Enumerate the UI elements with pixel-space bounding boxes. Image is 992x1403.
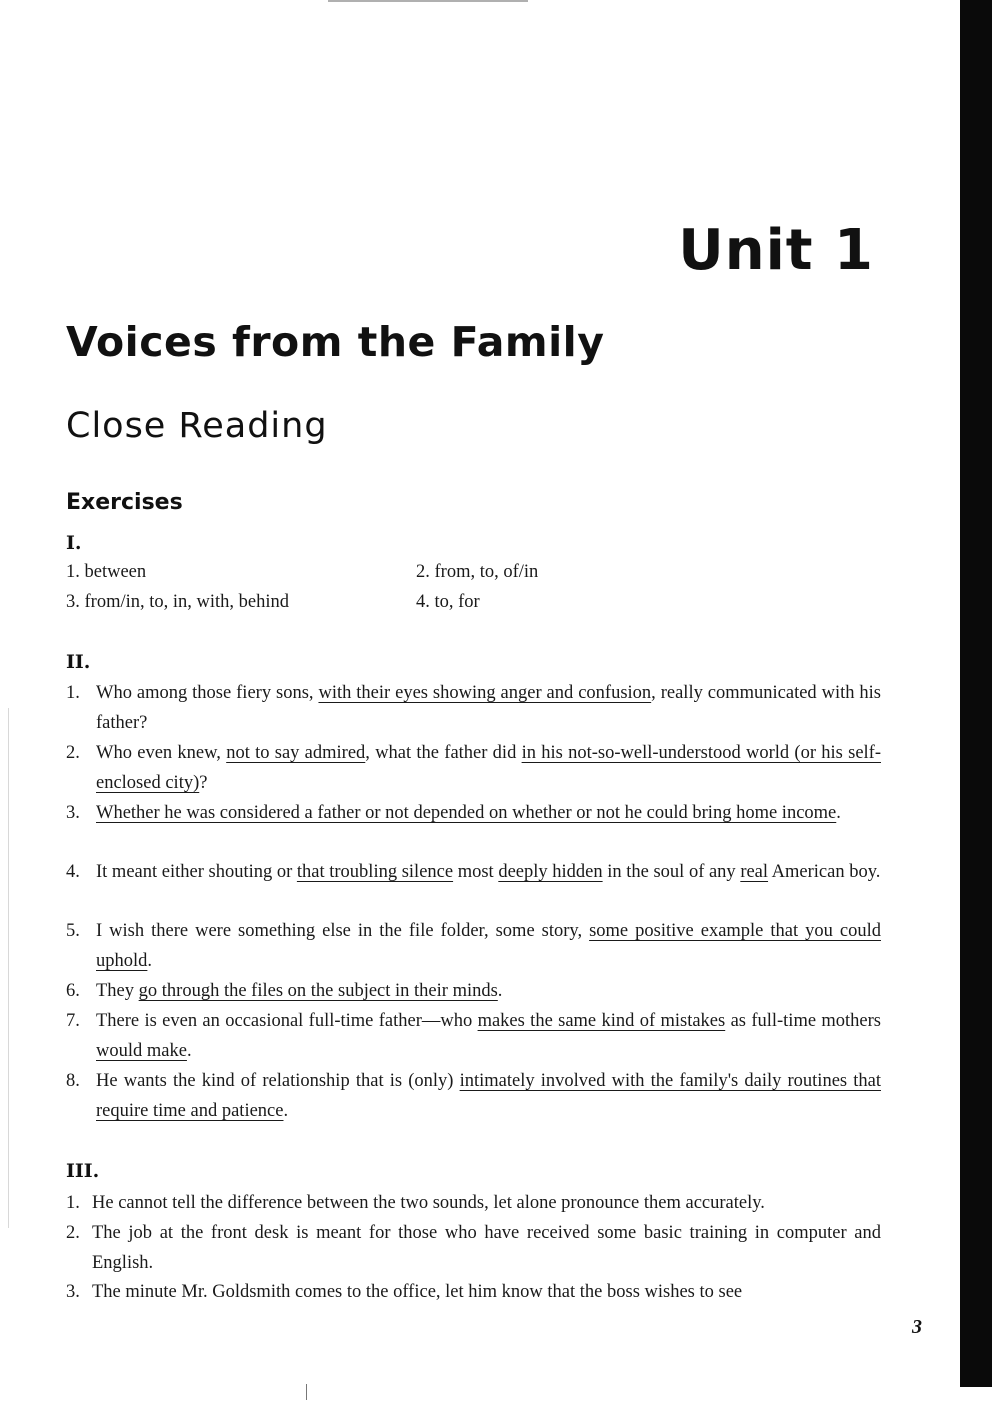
top-rule — [328, 0, 528, 2]
answer-i-2: 2. from, to, of/in — [416, 562, 539, 582]
item-number: 5. — [66, 921, 80, 941]
list-item — [66, 1006, 881, 1066]
item-number: 4. — [66, 862, 80, 882]
item-text: They go through the files on the subject in their minds. — [96, 981, 503, 1001]
list-item — [66, 976, 881, 1006]
item-text: He cannot tell the difference between the two sounds, let alone pronounce them accurately. — [92, 1193, 765, 1213]
item-text: Who among those fiery sons, with their eyes showing anger and confusion, really communicated with his father? — [96, 683, 882, 733]
list-item — [66, 1277, 881, 1307]
item-number: 7. — [66, 1011, 80, 1031]
item-text: Whether he was considered a father or not depended on whether or not he could bring home income. — [96, 803, 841, 823]
list-item — [66, 1218, 881, 1278]
item-text: The job at the front desk is meant for those who have received some basic training in computer and English. — [92, 1223, 881, 1273]
item-number: 3. — [66, 803, 80, 823]
page-edge-bar — [960, 0, 992, 1387]
item-number: 2. — [66, 1223, 80, 1243]
answer-i-3: 3. from/in, to, in, with, behind — [66, 592, 290, 612]
list-item — [66, 857, 881, 887]
answer-i-4: 4. to, for — [416, 592, 480, 612]
item-number: 6. — [66, 981, 80, 1001]
unit-title: Unit 1 — [678, 218, 874, 283]
exercise-label-iii: III. — [66, 1160, 100, 1182]
exercise-label-i: I. — [66, 532, 82, 554]
list-item — [66, 738, 881, 798]
list-item — [66, 678, 881, 738]
list-item — [66, 1188, 881, 1218]
item-text: It meant either shouting or that troubling silence most deeply hidden in the soul of any real American boy. — [96, 862, 881, 882]
list-item — [66, 1066, 881, 1126]
item-text: I wish there were something else in the file folder, some story, some positive example that you could uphold. — [96, 921, 881, 971]
section-title: Close Reading — [66, 406, 328, 446]
item-number: 1. — [66, 683, 80, 703]
item-text: He wants the kind of relationship that is (only) intimately involved with the family's daily routines that require time and patience. — [96, 1071, 881, 1121]
list-item — [66, 916, 881, 976]
list-item — [66, 798, 881, 828]
exercises-heading: Exercises — [66, 490, 183, 515]
exercise-label-ii: II. — [66, 651, 91, 673]
item-number: 8. — [66, 1071, 80, 1091]
page-number: 3 — [912, 1316, 922, 1338]
item-text: Who even knew, not to say admired, what the father did in his not-so-well-understood world (or his self-enclosed city)? — [96, 743, 881, 793]
item-text: There is even an occasional full-time father—who makes the same kind of mistakes as full-time mothers would make. — [96, 1011, 881, 1061]
answer-i-1: 1. between — [66, 562, 147, 582]
bottom-tick — [306, 1384, 307, 1400]
chapter-title: Voices from the Family — [66, 318, 605, 366]
item-number: 1. — [66, 1193, 80, 1213]
item-number: 2. — [66, 743, 80, 763]
item-text: The minute Mr. Goldsmith comes to the office, let him know that the boss wishes to see — [92, 1282, 743, 1302]
margin-line — [8, 708, 9, 1228]
item-number: 3. — [66, 1282, 80, 1302]
